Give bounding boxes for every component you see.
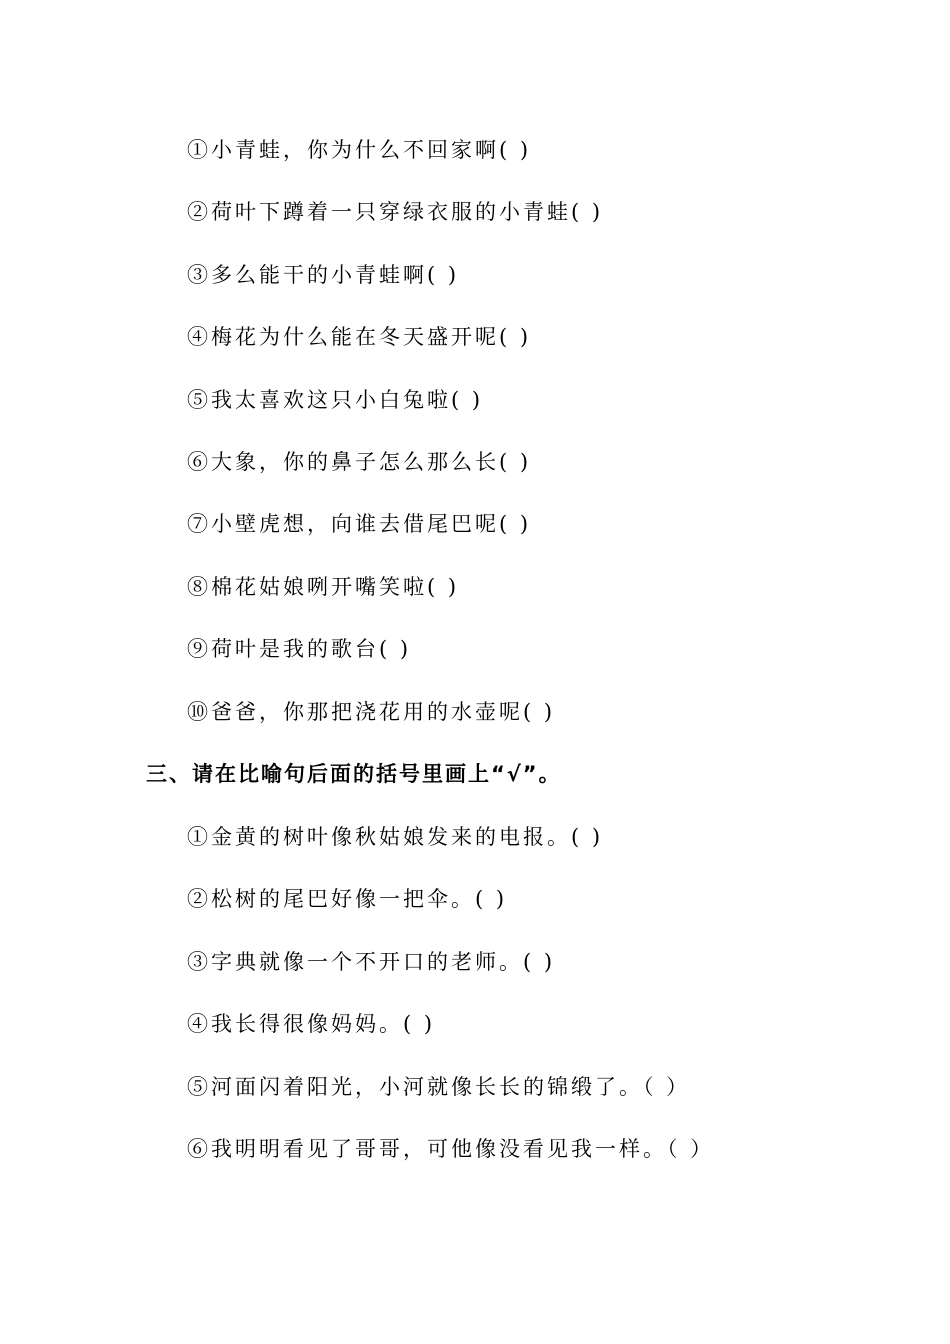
simile-item-6: ⑥我明明看见了哥哥，可他像没看见我一样。（ ） xyxy=(187,1137,715,1161)
simile-item-5: ⑤河面闪着阳光，小河就像长长的锦缎了。（ ） xyxy=(187,1075,691,1099)
question-item-4: ④梅花为什么能在冬天盛开呢( ) xyxy=(187,325,532,349)
question-item-2: ②荷叶下蹲着一只穿绿衣服的小青蛙( ) xyxy=(187,200,604,224)
simile-item-4: ④我长得很像妈妈。( ) xyxy=(187,1012,436,1036)
question-item-3: ③多么能干的小青蛙啊( ) xyxy=(187,263,460,287)
simile-item-3: ③字典就像一个不开口的老师。( ) xyxy=(187,950,556,974)
question-item-5: ⑤我太喜欢这只小白兔啦( ) xyxy=(187,388,484,412)
question-item-9: ⑨荷叶是我的歌台( ) xyxy=(187,637,412,661)
simile-item-2: ②松树的尾巴好像一把伞。( ) xyxy=(187,887,508,911)
question-item-1: ①小青蛙，你为什么不回家啊( ) xyxy=(187,138,532,162)
question-item-8: ⑧棉花姑娘咧开嘴笑啦( ) xyxy=(187,575,460,599)
question-item-10: ⑩爸爸，你那把浇花用的水壶呢( ) xyxy=(187,700,556,724)
simile-item-1: ①金黄的树叶像秋姑娘发来的电报。( ) xyxy=(187,825,604,849)
question-item-6: ⑥大象，你的鼻子怎么那么长( ) xyxy=(187,450,532,474)
question-item-7: ⑦小壁虎想，向谁去借尾巴呢( ) xyxy=(187,512,532,536)
section-heading: 三、请在比喻句后面的括号里画上“√”。 xyxy=(146,762,562,786)
